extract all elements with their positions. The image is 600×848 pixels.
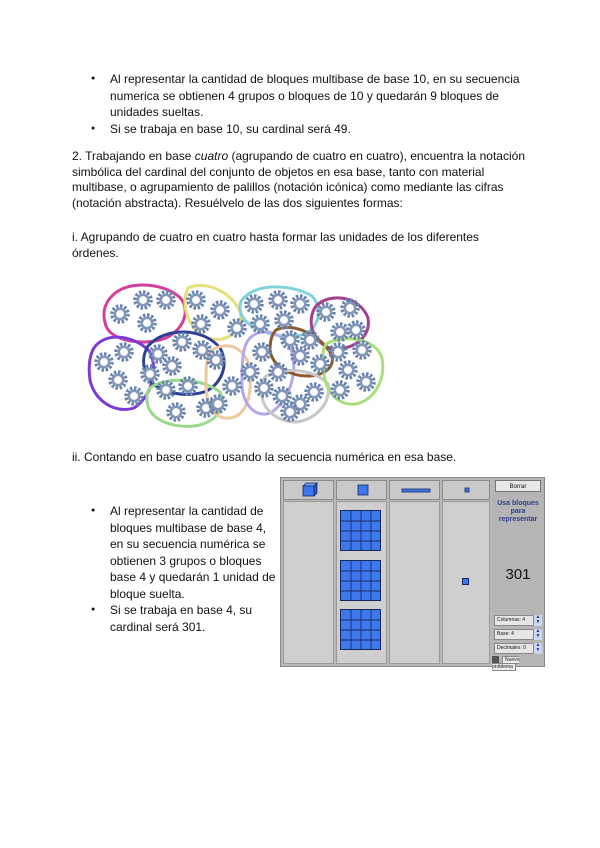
gear-icon [117,345,132,360]
gear-icon [271,365,286,380]
spinner-arrows-icon[interactable]: ▲ ▼ [533,615,542,626]
gear-icon [303,333,318,348]
gear-icon [319,305,334,320]
part-i-heading: i. Agrupando de cuatro en cuatro hasta formar las unidades de los diferentes órdenes. [72,230,479,260]
gear-icon [341,363,356,378]
flat-block[interactable] [340,510,381,551]
gear-icon [140,316,155,331]
gear-icon [151,347,166,362]
gear-icon [213,303,228,318]
flat-block[interactable] [340,609,381,650]
gear-icon [113,307,128,322]
borrar-button[interactable]: Borrar [495,480,541,492]
gear-icon [307,385,322,400]
gear-icon [255,345,270,360]
gear-icon [277,313,292,328]
list-item: ● Al representar la cantidad de bloques multibase de base 4, en su secuencia numérica se obtienen 3 grupos o bloques base 4 y quedarán 1 unidad de bloque suelta. [91,503,281,602]
unit-icon [443,481,491,499]
gear-icon [225,379,240,394]
spinner-arrows-icon[interactable]: ▲ ▼ [533,643,542,654]
column-header-flat[interactable] [336,480,387,500]
gear-icon [169,405,184,420]
gear-icon [333,383,348,398]
gear-icon [195,343,210,358]
spinner-arrows-icon[interactable]: ▲ ▼ [533,629,542,640]
unit-block[interactable] [462,578,469,585]
gear-icon [359,375,374,390]
gear-icon [136,293,151,308]
gear-icon [165,359,180,374]
gear-icon [211,397,226,412]
gear-icon [283,405,298,420]
long-icon [390,481,441,499]
gear-icon [271,293,286,308]
gear-icon [257,381,272,396]
column-header-cube[interactable] [283,480,334,500]
gear-icon [293,349,308,364]
column-cubes[interactable] [283,501,334,664]
columns-spinner[interactable] [494,615,542,626]
list-item: ● Si se trabaja en base 10, su cardinal será 49. [91,121,541,138]
multibase-applet [280,477,545,670]
new-problem-button[interactable]: Nuevo problema [492,657,520,670]
gear-icon [97,355,112,370]
gear-icon [209,353,224,368]
gear-icon [293,297,308,312]
column-header-unit[interactable] [442,480,490,500]
flat-icon [337,481,388,499]
base-spinner[interactable] [494,629,542,640]
column-header-long[interactable] [389,480,440,500]
gear-icon [247,297,262,312]
gear-icon [313,357,328,372]
part-ii-heading: ii. Contando en base cuatro usando la secuencia numérica en esa base. [72,450,457,464]
gear-icon [175,335,190,350]
intro-prefix: 2. Trabajando en base [72,149,195,163]
gear-icon [143,367,158,382]
gear-icon [253,317,268,332]
gear-icon [159,293,174,308]
list-item: ● Si se trabaja en base 4, su cardinal será 301. [91,602,281,635]
instruction-label: Usa bloques para representar [497,500,539,523]
gear-icon [181,379,196,394]
flat-block[interactable] [340,560,381,601]
bullet-list-base4 [91,503,281,635]
decimals-spinner[interactable] [494,643,542,654]
column-longs[interactable] [389,501,440,664]
list-item: ● Al representar la cantidad de bloques multibase de base 10, en su secuencia numerica se obtienen 4 grupos o bloques de 10 y quedarán 9 bloques de unidades sueltas. [91,71,541,121]
gear-icon [230,321,245,336]
gear-icon [355,343,370,358]
gear-icon [189,293,204,308]
gear-icon [111,373,126,388]
spinner-label: Columnas: 4 [497,617,526,623]
applet-footer [492,656,544,670]
gear-icon [275,389,290,404]
target-number: 301 [505,566,531,583]
control-panel [492,480,544,670]
intro-suffix: (agrupando de cuatro en cuatro), encuentra la notación simbólica del cardinal del conjunto de objetos en esa base, tanto con material multibase, o agrupamiento de palillos (notación icónica) como mediante las cifras (notación abstracta). Resuélvelo de las dos siguientes formas: [72,149,525,210]
cube-icon [284,481,335,499]
gear-icon [349,323,364,338]
intro-emphasis: cuatro [194,149,229,163]
gear-icon [194,317,209,332]
gear-icon [331,345,346,360]
spinner-label: Decimales: 0 [497,645,526,651]
spinner-label: Base: 4 [497,631,514,637]
gear-icon [283,333,298,348]
gear-icon [127,389,142,404]
gear-icon [243,365,258,380]
gear-icon [343,301,358,316]
gear-icon [159,383,174,398]
gear-icon [333,325,348,340]
